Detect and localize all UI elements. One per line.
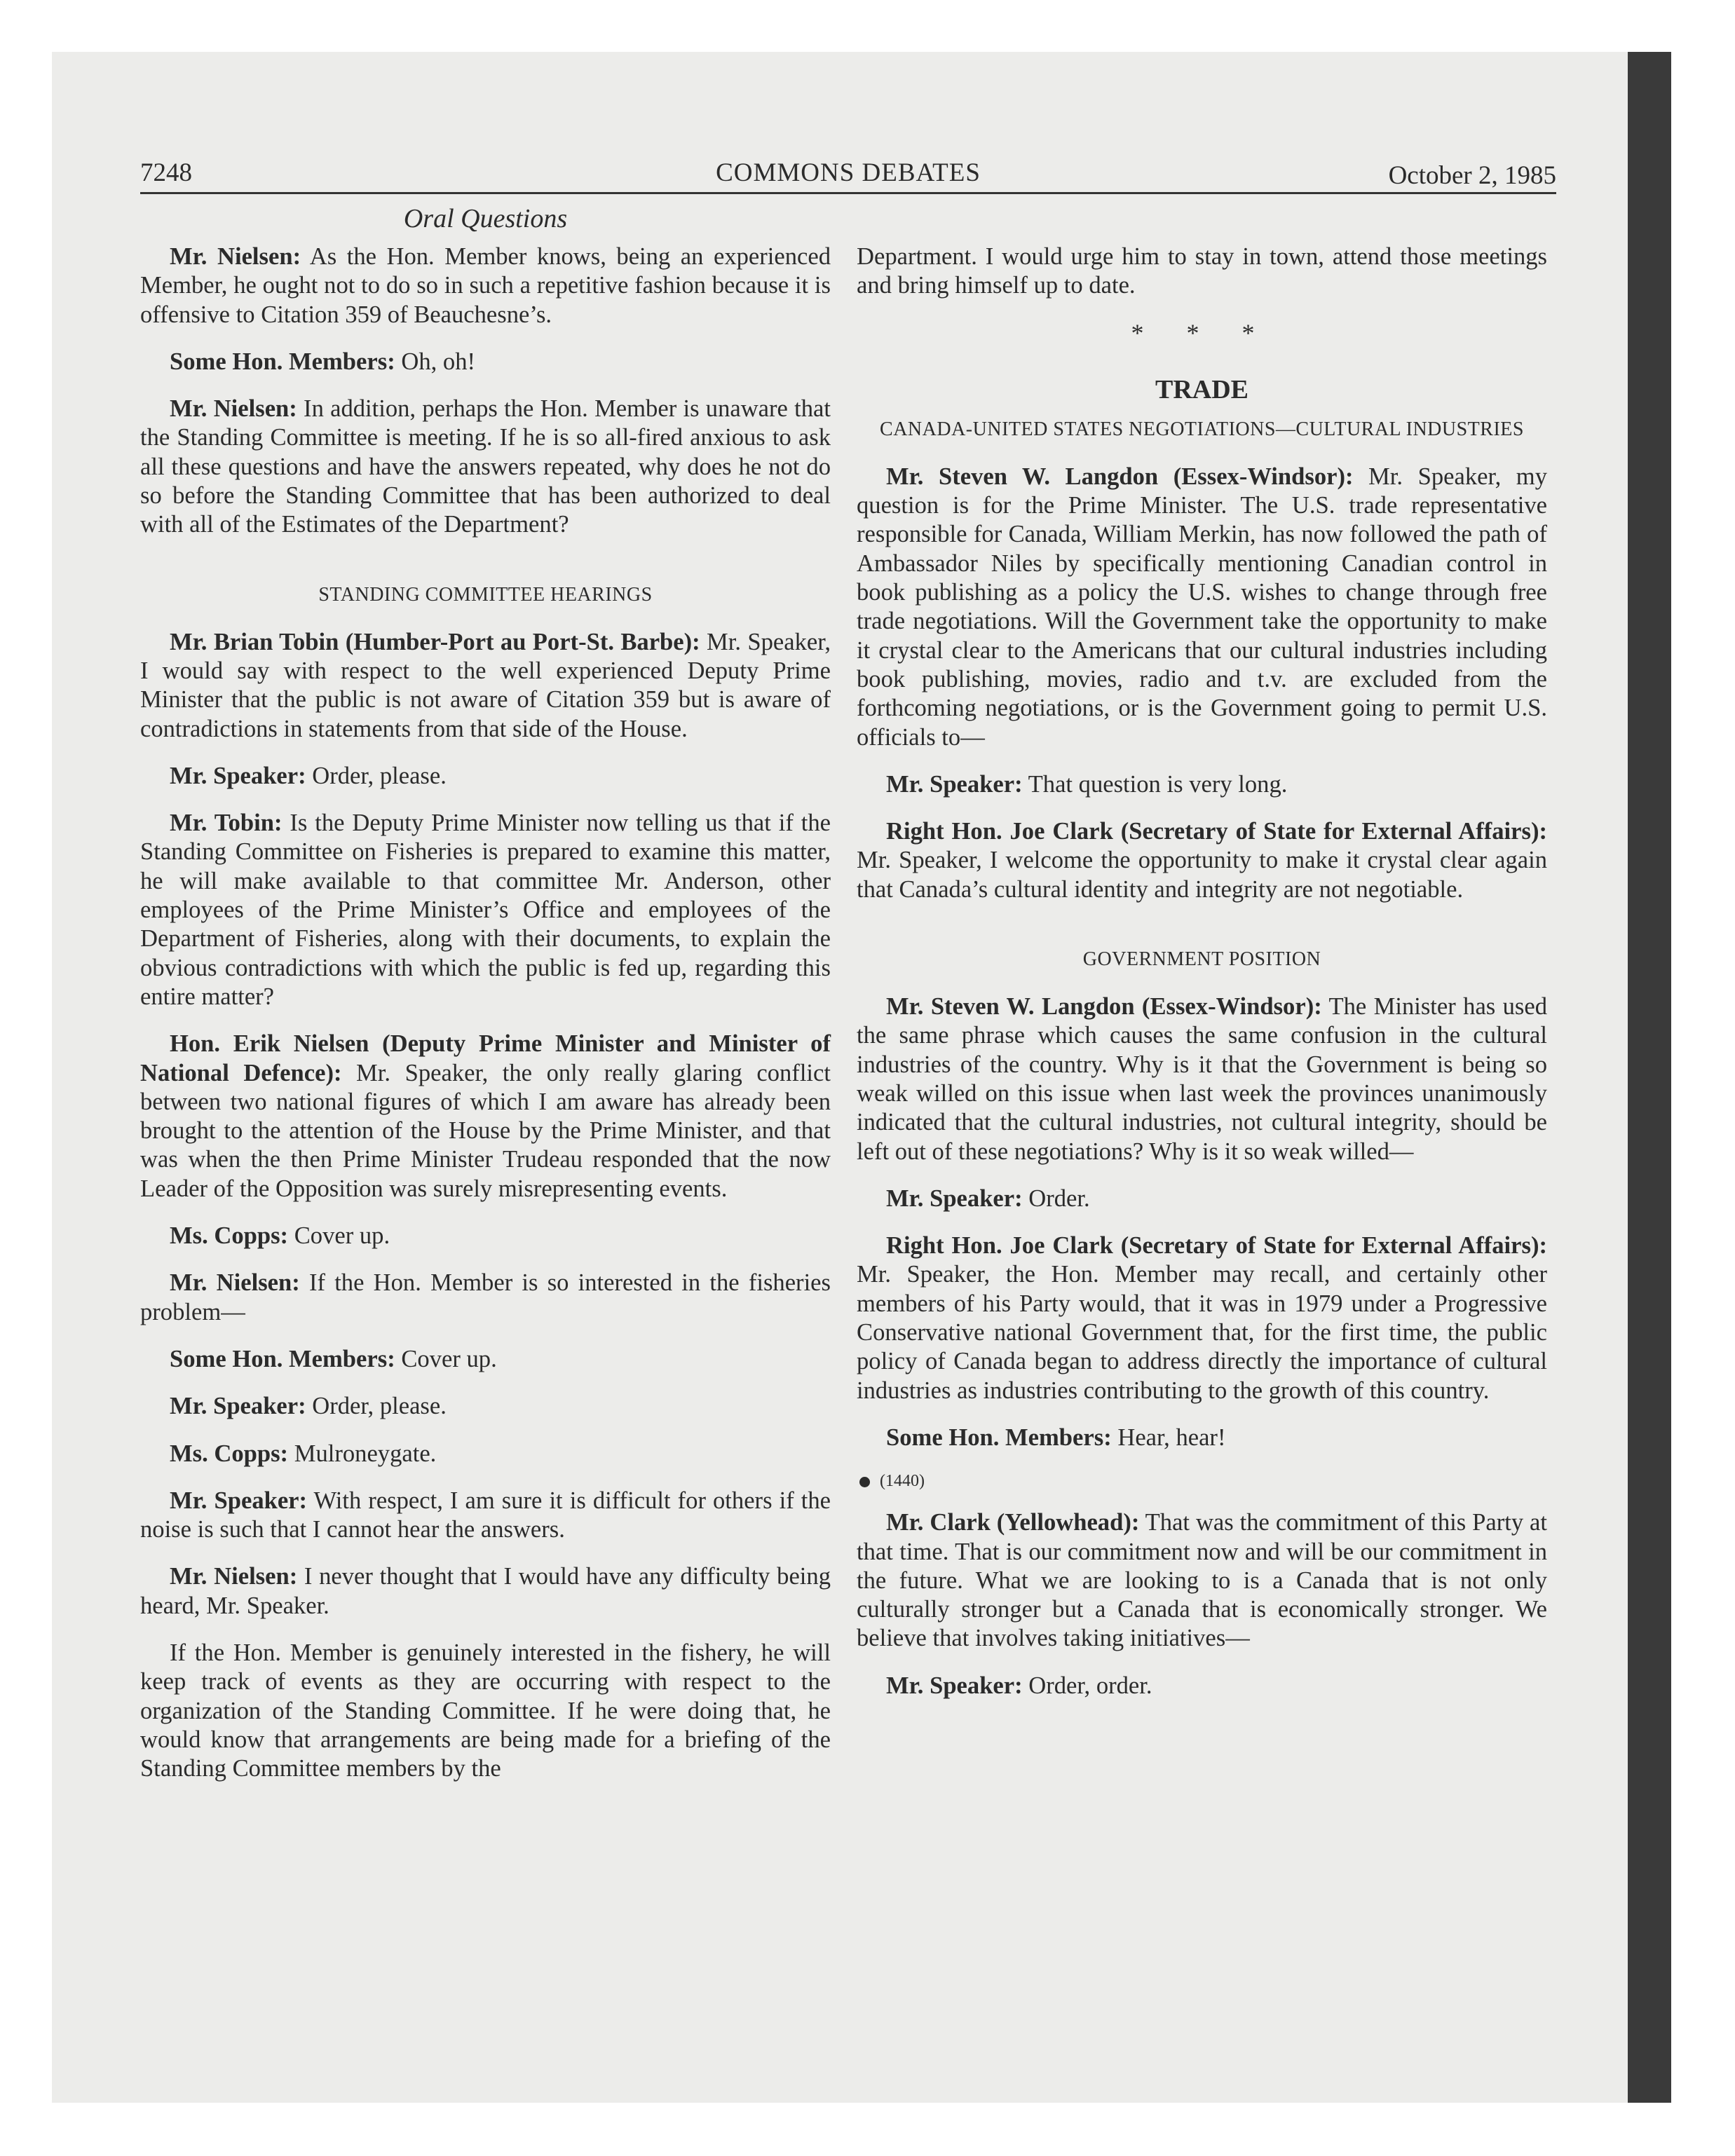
speech-text: Mr. Speaker, my question is for the Prime Minister. The U.S. trade representative responsible for Canada, William Merkin, has now followed the path of Ambassador Niles by specifically mentioning Canadian control in book publishing as a policy the U.S. wishes to change through free trade negotiations. Will the Government take the opportunity to make it crystal clear to the Americans that our cultural industries including book publishing, movies, radio and t.v. are excluded from the forthcoming negotiations, or is the Government going to permit U.S. officials to—	[857, 463, 1547, 751]
speech-text: Is the Deputy Prime Minister now telling us that if the Standing Committee on Fisheries is prepared to examine this matter, he will make available to that committee Mr. Anderson, other employees of the Prime Minister’s Office and employees of the Department of Fisheries, along with their documents, to explain the obvious contradictions with which the public is fed up, regarding this entire matter?	[140, 810, 831, 1010]
left-column	[140, 243, 831, 1801]
page-number: 7248	[140, 158, 192, 187]
speech-paragraph	[857, 1185, 1547, 1213]
speaker-name: Mr. Brian Tobin (Humber-Port au Port-St. Barbe):	[170, 628, 700, 655]
speech-paragraph	[140, 1269, 831, 1327]
speaker-name: Some Hon. Members:	[170, 1345, 395, 1372]
speech-text: Mr. Speaker, the Hon. Member may recall, and certainly other members of his Party would, that it was in 1979 under a Progressive Conservative national Government that, for the first time, the public policy of Canada began to address directly the importance of cultural industries as industries contributing to the growth of this country.	[857, 1261, 1547, 1404]
speech-paragraph	[857, 1424, 1547, 1452]
speech-paragraph	[140, 809, 831, 1011]
speaker-name: Mr. Tobin:	[170, 810, 283, 837]
speech-text: If the Hon. Member is genuinely interested in the fishery, he will keep track of events as they are occurring with respect to the organization of the Standing Committee. If he were doing that, he would know that arrangements are being made for a briefing of the Standing Committee members by the	[140, 1639, 831, 1782]
speaker-name: Hon. Erik Nielsen (Deputy Prime Minister and Minister of National Defence):	[140, 1030, 831, 1086]
section-separator: * * *	[1131, 318, 1273, 347]
time-marker-text: (1440)	[880, 1472, 925, 1491]
speaker-name: Mr. Speaker:	[886, 770, 1023, 798]
speech-paragraph	[857, 1672, 1547, 1700]
speaker-name: Mr. Speaker:	[170, 1487, 308, 1514]
speech-paragraph	[140, 1639, 831, 1783]
speech-text: If the Hon. Member is so interested in the fisheries problem—	[140, 1269, 831, 1325]
speaker-name: Right Hon. Joe Clark (Secretary of State for External Affairs):	[886, 1232, 1547, 1260]
speech-text: Department. I would urge him to stay in town, attend those meetings and bring himself up to date.	[857, 243, 1547, 299]
speech-text: Order, order.	[1022, 1672, 1152, 1699]
speech-text: Oh, oh!	[395, 348, 476, 375]
section-subheading: GOVERNMENT POSITION	[1082, 948, 1321, 971]
speaker-name: Mr. Speaker:	[886, 1672, 1023, 1699]
speaker-name: Mr. Nielsen:	[170, 243, 301, 270]
speech-text: With respect, I am sure it is difficult for others if the noise is such that I cannot hear the answers.	[140, 1487, 831, 1543]
page-header	[140, 153, 1556, 194]
speaker-name: Right Hon. Joe Clark (Secretary of State for External Affairs):	[886, 818, 1547, 845]
speaker-name: Mr. Nielsen:	[170, 1269, 300, 1297]
publication-date: October 2, 1985	[1388, 161, 1556, 190]
publication-title: COMMONS DEBATES	[716, 158, 981, 187]
speech-paragraph	[857, 770, 1547, 799]
right-column	[857, 243, 1547, 1719]
speech-text: Mr. Speaker, I welcome the opportunity to make it crystal clear again that Canada’s cultural identity and integrity are not negotiable.	[857, 847, 1547, 903]
speech-text: The Minister has used the same phrase which causes the same confusion in the cultural industries of the country. Why is it that the Government is being so weak willed on this issue when last week the provinces unanimously indicated that the cultural industries, not cultural integrity, should be left out of these negotiations? Why is it so weak willed—	[857, 993, 1547, 1165]
speech-paragraph	[140, 243, 831, 329]
speech-text: Mr. Speaker, the only really glaring conflict between two national figures of which I am aware has already been brought to the attention of the House by the Prime Minister, and that was when the then Prime Minister Trudeau responded that the now Leader of the Opposition was surely misrepresenting events.	[140, 1059, 831, 1202]
speech-paragraph	[140, 1392, 831, 1421]
speech-text: Cover up.	[288, 1222, 390, 1250]
speech-paragraph	[140, 1222, 831, 1250]
speaker-name: Mr. Speaker:	[886, 1185, 1023, 1212]
speech-paragraph	[857, 243, 1547, 301]
speaker-name: Mr. Steven W. Langdon (Essex-Windsor):	[886, 463, 1354, 490]
speaker-name: Ms. Copps:	[170, 1222, 289, 1250]
speech-text: I never thought that I would have any difficulty being heard, Mr. Speaker.	[140, 1563, 831, 1619]
running-head: Oral Questions	[403, 204, 568, 233]
speech-paragraph	[140, 762, 831, 791]
speech-paragraph	[140, 1030, 831, 1203]
speaker-name: Mr. Speaker:	[170, 1393, 306, 1420]
speech-paragraph	[140, 1440, 831, 1468]
speech-paragraph	[140, 348, 831, 376]
speech-text: That question is very long.	[1022, 770, 1288, 798]
speech-paragraph	[140, 628, 831, 744]
speaker-name: Mr. Clark (Yellowhead):	[886, 1509, 1140, 1536]
page-edge-shadow	[1628, 52, 1671, 2103]
speaker-name: Ms. Copps:	[170, 1440, 289, 1467]
section-subheading: STANDING COMMITTEE HEARINGS	[318, 583, 653, 606]
speech-text: Order, please.	[306, 762, 447, 789]
speech-text: Order, please.	[306, 1393, 447, 1420]
speech-text: Cover up.	[395, 1345, 497, 1372]
speaker-name: Mr. Nielsen:	[170, 1563, 298, 1590]
speech-paragraph	[140, 1345, 831, 1374]
speech-text: Mr. Speaker, I would say with respect to the well experienced Deputy Prime Minister that the public is not aware of Citation 359 but is aware of contradictions in statements from that side of the House.	[140, 628, 831, 742]
speaker-name: Some Hon. Members:	[170, 348, 395, 375]
speaker-name: Mr. Nielsen:	[170, 395, 297, 423]
speech-paragraph	[140, 1487, 831, 1545]
speaker-name: Some Hon. Members:	[886, 1424, 1112, 1451]
speech-text: As the Hon. Member knows, being an experienced Member, he ought not to do so in such a repetitive fashion because it is offensive to Citation 359 of Beauchesne’s.	[140, 243, 831, 328]
speech-text: In addition, perhaps the Hon. Member is unaware that the Standing Committee is meeting. If he is so all-fired anxious to ask all these questions and have the answers repeated, why does he not do so before the Standing Committee that has been authorized to deal with all of the Estimates of the Department?	[140, 395, 831, 538]
time-marker	[857, 1471, 1547, 1492]
speech-text: That was the commitment of this Party at that time. That is our commitment now and will be our commitment in the future. What we are looking to is a Canada that is not only culturally stronger but a Canada that is economically stronger. We believe that involves taking initiatives—	[857, 1509, 1547, 1652]
speech-paragraph	[857, 992, 1547, 1166]
speech-paragraph	[140, 1562, 831, 1621]
speech-paragraph	[857, 1231, 1547, 1405]
speech-paragraph	[857, 817, 1547, 904]
speech-text: Mulroneygate.	[288, 1440, 437, 1467]
section-heading: TRADE	[1155, 374, 1249, 404]
bullet-icon	[859, 1477, 870, 1487]
speech-paragraph	[140, 395, 831, 539]
speech-paragraph	[857, 1508, 1547, 1653]
section-subheading: CANADA-UNITED STATES NEGOTIATIONS—CULTURAL INDUSTRIES	[880, 418, 1524, 440]
speaker-name: Mr. Speaker:	[170, 762, 306, 789]
speech-paragraph	[857, 463, 1547, 752]
speaker-name: Mr. Steven W. Langdon (Essex-Windsor):	[886, 993, 1322, 1021]
speech-text: Order.	[1022, 1185, 1090, 1212]
speech-text: Hear, hear!	[1111, 1424, 1226, 1451]
